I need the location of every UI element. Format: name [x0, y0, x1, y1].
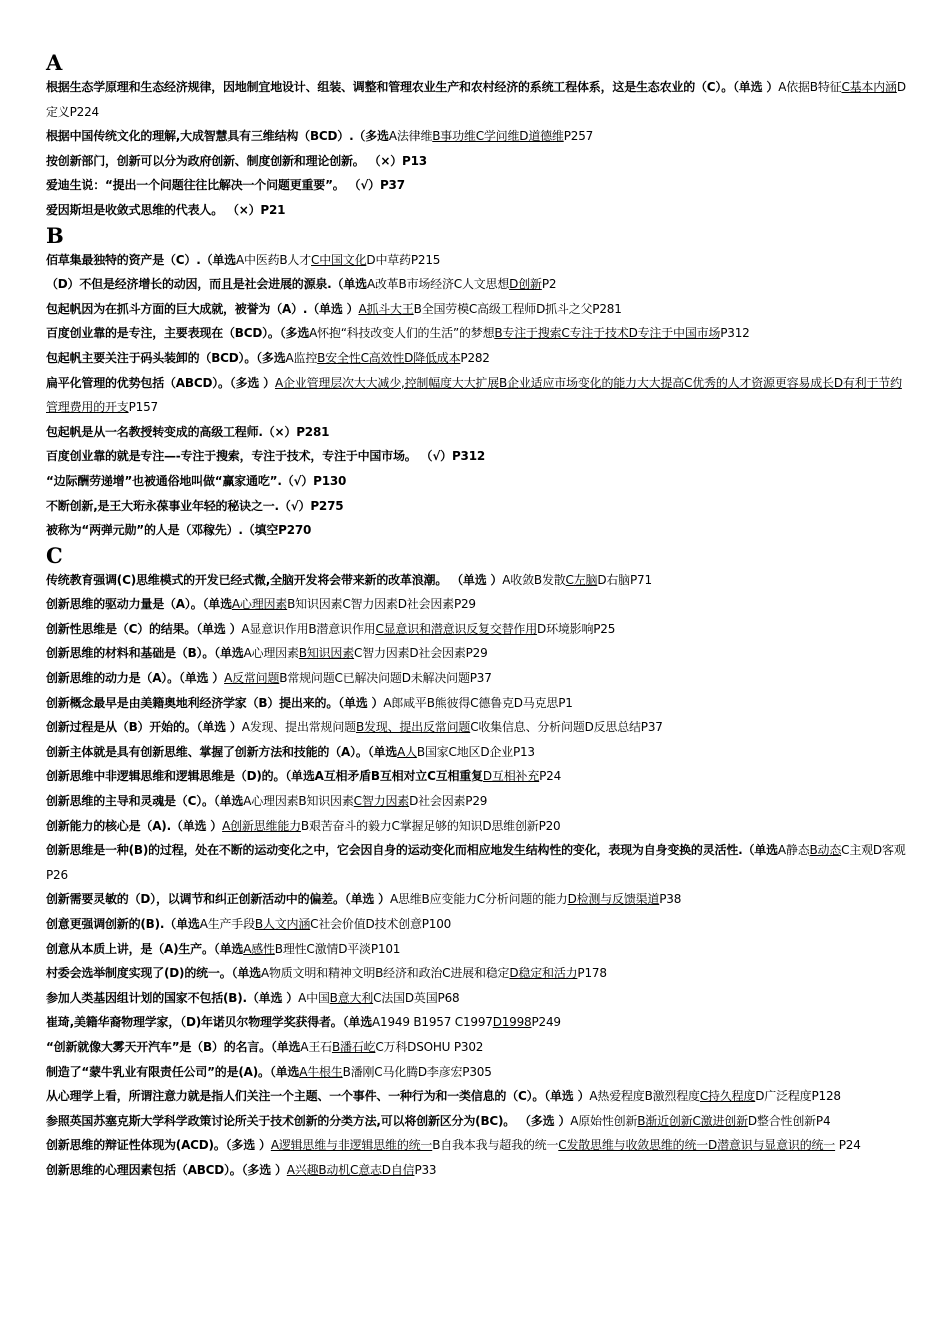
section-letter: B: [46, 222, 64, 248]
question-item: [46, 641, 908, 666]
option-tail: D环境影响P25: [537, 621, 616, 636]
answer-underlined: A企业管理层次大大减少,控制幅度大大扩展B企业适应市场变化的能力大大提高C优秀的人才资源更容易成长D有利于节约管理费用的开支: [46, 375, 902, 415]
question-text: 创新过程是从（B）开始的。（单选 ）: [46, 720, 242, 735]
option-tail: D整合性创新P4: [747, 1113, 831, 1128]
option-tail: B理性C激情D平淡P101: [274, 941, 401, 956]
question-text: 爱因斯坦是收敛式思维的代表人。 （×）P21: [46, 202, 286, 217]
answer-underlined: A牛根生: [299, 1064, 343, 1079]
question-item: [46, 1010, 908, 1035]
option-text: A思维B应变能力C分析问题的能力: [389, 892, 568, 907]
option-tail: P33: [414, 1162, 437, 1177]
question-text: 创新思维的心理因素包括（ABCD）。（多选 ）: [46, 1162, 287, 1177]
answer-underlined: B知识因素: [298, 646, 355, 661]
question-item: [46, 961, 908, 986]
question-item: [46, 814, 908, 839]
question-item: [46, 592, 908, 617]
answer-underlined: A感性: [243, 941, 275, 956]
question-item: [46, 1035, 908, 1060]
option-tail: P282: [460, 350, 490, 365]
question-item: [46, 838, 908, 887]
question-item: [46, 248, 908, 273]
question-text: 百度创业靠的就是专注—-专注于搜索，专注于技术，专注于中国市场。 （√）P312: [46, 449, 486, 464]
question-item: [46, 1133, 908, 1158]
option-tail: C万科DSOHU P302: [375, 1039, 484, 1054]
question-item: [46, 887, 908, 912]
option-text: A王石: [300, 1039, 332, 1054]
question-text: 创新能力的核心是（A).（单选 ）: [46, 818, 223, 833]
option-tail: D定义P224: [46, 80, 906, 119]
option-text: A收敛B发散: [502, 572, 566, 587]
question-item: [46, 124, 908, 149]
question-text: 创意从本质上讲，是（A)生产。（单选: [46, 941, 244, 956]
answer-underlined: B发现、提出反常问题: [355, 720, 471, 735]
question-text: 不断创新,是王大珩永葆事业年轻的秘诀之一.（√）P275: [46, 498, 344, 513]
option-tail: B自我本我与超我的统一: [432, 1138, 559, 1153]
answer-underlined: B事功维C学问维D道德维: [432, 129, 564, 144]
option-tail: D社会因素P29: [409, 794, 488, 809]
question-item: [46, 912, 908, 937]
question-item: [46, 1109, 908, 1134]
question-item: [46, 617, 908, 642]
question-text: （D）不但是经济增长的动因，而且是社会进展的源泉.（单选: [46, 277, 367, 292]
question-item: [46, 297, 908, 322]
option-tail: P157: [128, 400, 158, 415]
question-text: 传统教育强调(C)思维模式的开发已经式微,全脑开发将会带来新的改革浪潮。 （单选 ）: [46, 572, 503, 587]
answer-underlined: C左脑: [565, 572, 598, 587]
option-text: A中医药B人才: [235, 252, 312, 267]
option-tail: D中草药P215: [366, 252, 441, 267]
question-text: “边际酬劳递增”也被通俗地叫做“赢家通吃”.（√）P130: [46, 473, 347, 488]
option-text: A依据B特征: [778, 80, 842, 94]
option-text: A发现、提出常规问题: [241, 720, 356, 735]
option-tail: B常规问题C已解决问题D未解决问题P37: [279, 671, 492, 686]
question-text: 创新思维的材料和基础是（B）。（单选: [46, 646, 244, 661]
question-text: 从心理学上看，所谓注意力就是指人们关注一个主题、一个事件、一种行为和一类信息的（C）。（单选 ）: [46, 1089, 590, 1104]
question-text: 崔琦,美籍华裔物理学家，（D)年诺贝尔物理学奖获得者。（单选: [46, 1015, 373, 1030]
question-text: 创新思维的驱动力量是（A）。（单选: [46, 597, 232, 612]
question-item: [46, 789, 908, 814]
answer-underlined: B潘石屹: [331, 1039, 376, 1054]
option-tail: C智力因素D社会因素P29: [354, 646, 488, 661]
question-text: 参照英国苏塞克斯大学科学政策讨论所关于技术创新的分类方法,可以将创新区分为(BC)。 （多选 ）: [46, 1113, 571, 1128]
answer-underlined: B专注于搜索C专注于技术D专注于中国市场: [494, 326, 721, 341]
option-text: A郎咸平B熊彼得C德鲁克D马克思P1: [383, 695, 573, 710]
question-item: [46, 518, 908, 543]
question-text: 爱迪生说：“提出一个问题往往比解决一个问题更重要”。 （√）P37: [46, 178, 405, 193]
option-tail: P178: [577, 966, 607, 981]
question-text: 百度创业靠的是专注，主要表现在（BCD）。（多选: [46, 326, 310, 341]
question-item: [46, 740, 908, 765]
answer-underlined: B意大利: [329, 990, 374, 1005]
option-tail: P38: [659, 892, 682, 907]
option-text: A心理因素: [243, 646, 299, 661]
option-text: A监控: [285, 350, 318, 365]
answer-underlined: C智力因素: [353, 794, 410, 809]
question-item: [46, 75, 908, 124]
question-text: 创新思维的动力是（A）。（单选 ）: [46, 671, 225, 686]
option-tail: B国家C地区D企业P13: [416, 744, 535, 759]
answer-underlined: B动态: [809, 843, 842, 858]
question-item: [46, 937, 908, 962]
option-text: A物质文明和精神文明B经济和政治C进展和稳定: [260, 966, 510, 981]
question-text: 创意更强调创新的(B).（单选: [46, 917, 200, 931]
question-text: 创新需要灵敏的（D），以调节和纠正创新活动中的偏差。（单选 ）: [46, 892, 390, 907]
question-item: [46, 173, 908, 198]
question-text: 包起帆因为在抓斗方面的巨大成就，被誉为（A）.（单选 ）: [46, 301, 359, 316]
question-item: [46, 371, 908, 420]
question-item: [46, 198, 908, 223]
question-item: [46, 321, 908, 346]
option-tail: C主观D客观P26: [46, 843, 906, 882]
option-tail: B知识因素C智力因素D社会因素P29: [287, 597, 476, 612]
option-tail: B潘刚C马化腾D李彦宏P305: [342, 1064, 492, 1079]
option-tail: P257: [563, 129, 594, 144]
option-tail: P24: [835, 1138, 861, 1153]
answer-underlined: A心理因素: [231, 597, 288, 612]
question-item: [46, 1060, 908, 1085]
question-item: [46, 149, 908, 174]
answer-underlined: C显意识和潜意识反复交替作用: [375, 621, 538, 636]
answer-underlined: D创新: [509, 277, 542, 292]
question-text: 创新主体就是具有创新思维、掌握了创新方法和技能的（A）。（单选: [46, 744, 398, 759]
answer-underlined: A反常问题: [224, 671, 280, 686]
question-text: 创新概念最早是由美籍奥地利经济学家（B）提出来的。（单选 ）: [46, 695, 384, 710]
question-text: 包起帆主要关注于码头装卸的（BCD）。（多选: [46, 350, 286, 365]
answer-underlined: A人: [397, 744, 417, 759]
question-text: 包起帆是从一名教授转变成的高级工程师.（×）P281: [46, 424, 330, 439]
question-item: [46, 272, 908, 297]
option-text: A原始性创新: [570, 1113, 638, 1128]
answer-underlined: D稳定和活力: [509, 966, 578, 981]
question-item: [46, 1158, 908, 1183]
option-text: A1949 B1957 C1997: [372, 1015, 493, 1030]
question-item: [46, 494, 908, 519]
option-tail: P312: [720, 326, 750, 341]
option-tail: C社会价值D技术创意P100: [310, 917, 452, 931]
question-item: [46, 1084, 908, 1109]
question-item: [46, 346, 908, 371]
option-tail: D广泛程度P128: [755, 1089, 841, 1104]
question-item: [46, 986, 908, 1011]
option-tail: P2: [541, 277, 557, 292]
answer-underlined: B人文内涵: [254, 917, 311, 931]
question-text: 扁平化管理的优势包括（ABCD）。（多选 ）: [46, 375, 275, 390]
question-text: 按创新部门，创新可以分为政府创新、制度创新和理论创新。 （×）P13: [46, 153, 427, 168]
question-text: 村委会选举制度实现了(D)的统一。（单选: [46, 966, 261, 981]
option-text: A静态: [777, 843, 810, 858]
question-text: 创新思维是一种(B)的过程，处在不断的运动变化之中，它会因自身的运动变化而相应地发生结构性的变化，表现为自身变换的灵活性.（单选: [46, 843, 778, 858]
question-text: 创新思维的辩证性体现为(ACD)。（多选 ）: [46, 1138, 271, 1153]
answer-underlined: B安全性C高效性D降低成本: [317, 350, 461, 365]
question-item: [46, 764, 908, 789]
option-tail: C法国D英国P68: [373, 990, 460, 1005]
answer-underlined: B渐近创新C激进创新: [637, 1113, 748, 1128]
question-text: 根据中国传统文化的理解,大成智慧具有三维结构（BCD）.（多选: [46, 129, 389, 144]
question-text: 佰草集最独特的资产是（C）.（单选: [46, 252, 236, 267]
option-tail: B全国劳模C高级工程师D抓斗之父P281: [413, 301, 622, 316]
answer-underlined: C基本内涵: [841, 80, 897, 94]
question-item: [46, 568, 908, 593]
option-text: A法律维: [388, 129, 433, 144]
answer-underlined: D互相补充: [482, 769, 540, 784]
question-text: 被称为“两弹元勋”的人是（邓稼先）.（填空P270: [46, 523, 312, 538]
option-tail: B艰苦奋斗的毅力C掌握足够的知识D思维创新P20: [300, 818, 561, 833]
question-text: 创新思维的主导和灵魂是（C）。（单选: [46, 794, 244, 809]
question-item: [46, 691, 908, 716]
question-item: [46, 666, 908, 691]
document-page: [46, 50, 908, 1183]
question-item: [46, 420, 908, 445]
question-text: 根据生态学原理和生态经济规律，因地制宜地设计、组装、调整和管理农业生产和农村经济的系统工程体系，这是生态农业的（C）。（单选 ）: [46, 80, 779, 94]
option-tail: D右脑P71: [597, 572, 652, 587]
question-text: “创新就像大雾天开汽车”是（B）的名言。（单选: [46, 1039, 301, 1054]
option-text: A生产手段: [199, 917, 255, 931]
option-text: A改革B市场经济C人文思想: [366, 277, 510, 292]
answer-underlined: A逻辑思维与非逻辑思维的统一: [270, 1138, 433, 1153]
answer-underlined: D检测与反馈渠道: [567, 892, 660, 907]
question-text: 创新思维中非逻辑思维和逻辑思维是（D)的。（单选A互相矛盾B互相对立C互相重复: [46, 769, 483, 784]
option-tail: P24: [539, 769, 562, 784]
option-tail: P249: [531, 1015, 561, 1030]
option-tail: C收集信息、分析问题D反思总结P37: [470, 720, 663, 735]
answer-underlined: A抓斗大王: [358, 301, 414, 316]
option-text: A心理因素B知识因素: [243, 794, 354, 809]
section-letter: C: [46, 542, 63, 568]
option-text: A怀抱“科技改变人们的生活”的梦想: [309, 326, 495, 341]
option-text: A热爱程度B激烈程度: [589, 1089, 700, 1104]
answer-underlined: A兴趣B动机C意志D自信: [286, 1162, 415, 1177]
question-text: 创新性思维是（C）的结果。（单选 ）: [46, 621, 242, 636]
section-letter: A: [46, 50, 63, 75]
question-text: 制造了“蒙牛乳业有限责任公司”的是(A)。（单选: [46, 1064, 300, 1079]
option-text: A中国: [298, 990, 330, 1005]
answer-underlined: C持久程度: [699, 1089, 756, 1104]
option-text: A显意识作用B潜意识作用: [241, 621, 376, 636]
answer-underlined: C中国文化: [311, 252, 367, 267]
question-item: [46, 715, 908, 740]
answer-underlined: A创新思维能力: [222, 818, 301, 833]
question-item: [46, 469, 908, 494]
answer-underlined: D1998: [492, 1015, 532, 1030]
answer-underlined: C发散思维与收敛思维的统一D潜意识与显意识的统一: [558, 1138, 836, 1153]
question-item: [46, 444, 908, 469]
question-text: 参加人类基因组计划的国家不包括(B).（单选 ）: [46, 990, 299, 1005]
